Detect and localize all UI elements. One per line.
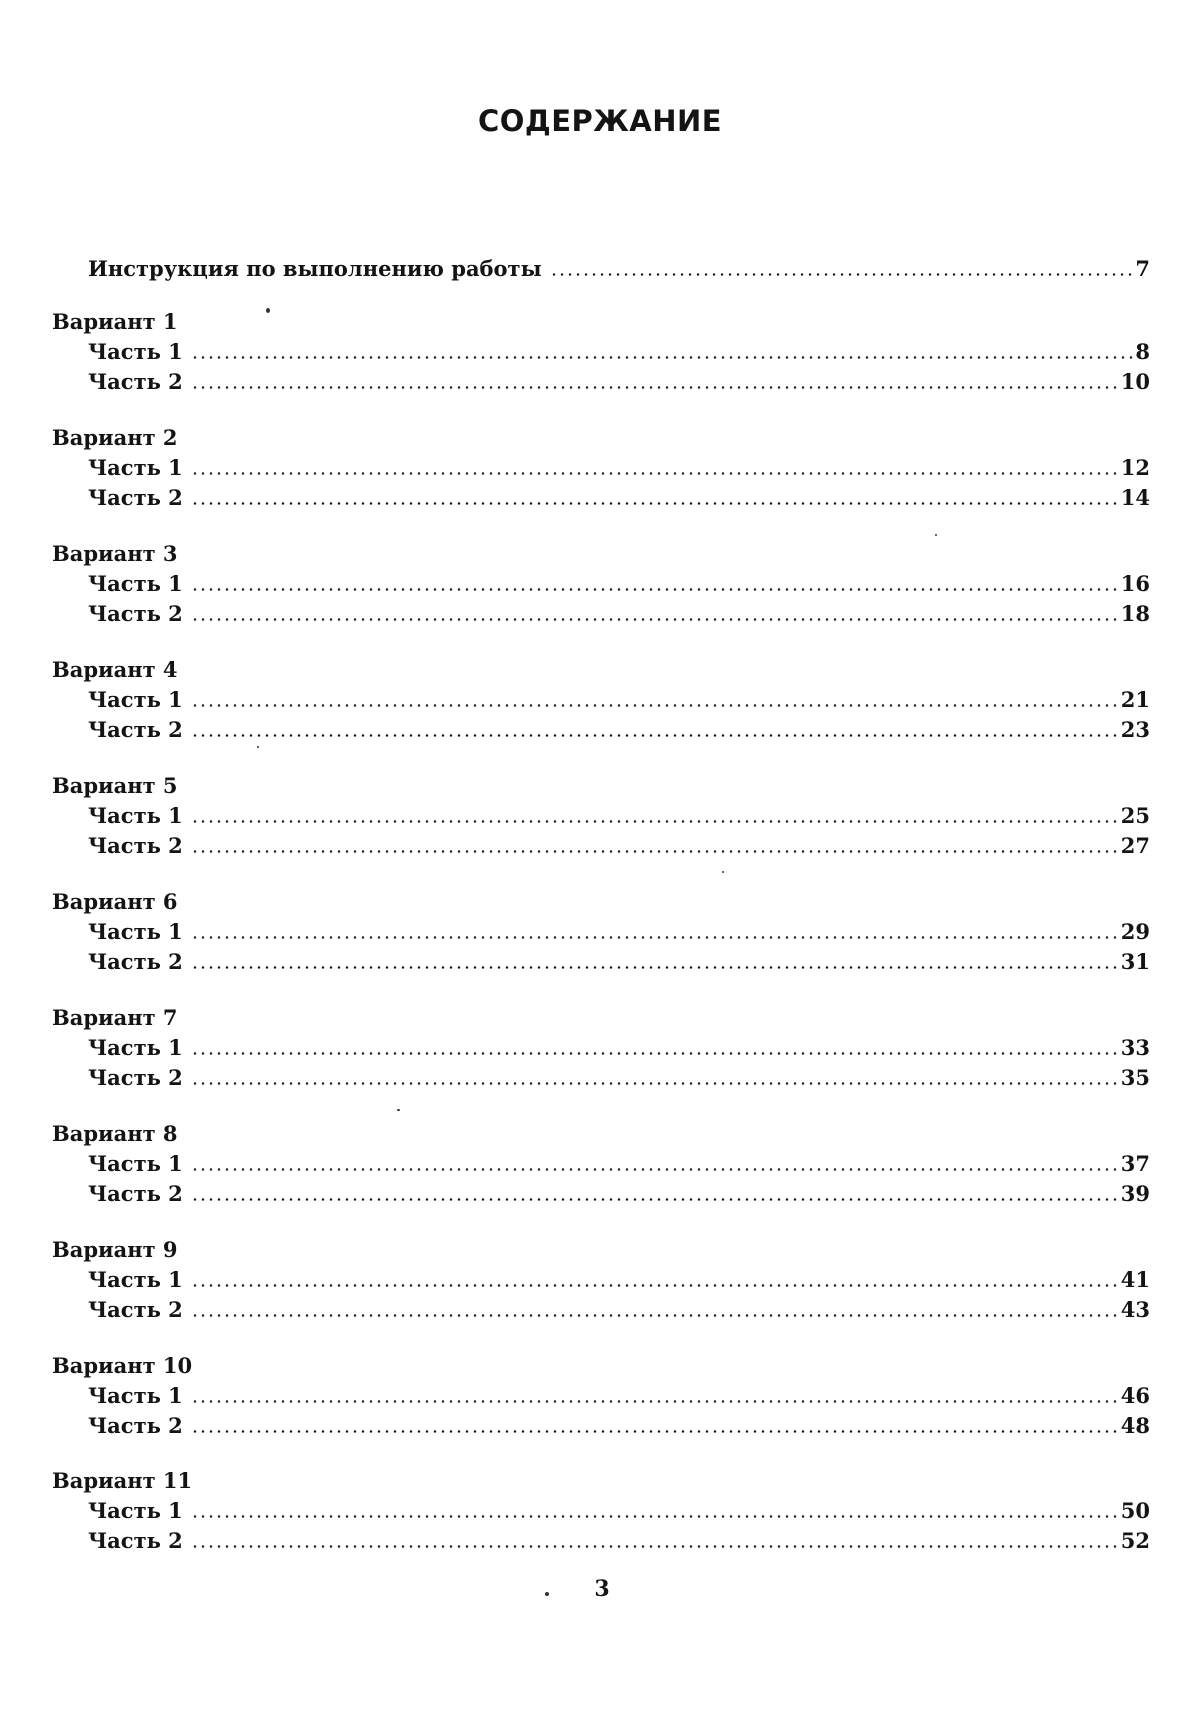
toc-entry-variant-5-part-1[interactable] [88, 802, 1150, 830]
toc-leader-dots [191, 502, 1119, 505]
toc-entry-label: Часть 2 [88, 485, 183, 510]
toc-entry-label: Часть 1 [88, 687, 183, 712]
toc-entry-variant-3-part-1[interactable] [88, 570, 1150, 598]
toc-leader-dots [191, 1430, 1119, 1433]
toc-entry-page: 27 [1120, 833, 1150, 858]
toc-entry-label: Часть 1 [88, 1267, 183, 1292]
toc-entry-page: 10 [1120, 369, 1150, 394]
toc-leader-dots [191, 936, 1119, 939]
toc-entry-page: 31 [1120, 949, 1150, 974]
toc-entry-variant-8-part-1[interactable] [88, 1150, 1150, 1178]
toc-entry-variant-10-part-1[interactable] [88, 1382, 1150, 1410]
toc-entry-variant-10-part-2[interactable] [88, 1412, 1150, 1440]
toc-entry-page: 37 [1120, 1151, 1150, 1176]
toc-entry-label: Часть 1 [88, 919, 183, 944]
variant-heading: Вариант 6 [52, 889, 178, 914]
toc-entry-variant-5-part-2[interactable] [88, 832, 1150, 860]
scan-speck [935, 534, 937, 536]
variant-heading: Вариант 11 [52, 1468, 193, 1493]
toc-leader-dots [191, 1052, 1119, 1055]
toc-entry-label: Часть 1 [88, 803, 183, 828]
page-title: СОДЕРЖАНИЕ [477, 104, 723, 138]
toc-entry-label: Часть 1 [88, 1035, 183, 1060]
toc-leader-dots [191, 1515, 1119, 1518]
toc-entry-variant-11-part-1[interactable] [88, 1497, 1150, 1525]
variant-heading: Вариант 7 [52, 1005, 178, 1030]
toc-entry-variant-2-part-1[interactable] [88, 454, 1150, 482]
toc-leader-dots [191, 1198, 1119, 1201]
toc-entry-variant-9-part-2[interactable] [88, 1296, 1150, 1324]
variant-heading: Вариант 10 [52, 1353, 193, 1378]
toc-entry-label: Часть 1 [88, 339, 183, 364]
toc-entry-page: 23 [1120, 717, 1150, 742]
toc-entry-page: 8 [1135, 339, 1150, 364]
scan-speck [397, 1109, 400, 1111]
toc-leader-dots [550, 273, 1134, 276]
toc-entry-variant-4-part-1[interactable] [88, 686, 1150, 714]
toc-entry-variant-3-part-2[interactable] [88, 600, 1150, 628]
toc-leader-dots [191, 966, 1119, 969]
toc-entry-label: Часть 2 [88, 1065, 183, 1090]
toc-entry-page: 46 [1120, 1383, 1150, 1408]
toc-entry-label: Часть 2 [88, 833, 183, 858]
toc-leader-dots [191, 1284, 1119, 1287]
toc-entry-variant-7-part-1[interactable] [88, 1034, 1150, 1062]
toc-entry-label: Часть 1 [88, 1383, 183, 1408]
variant-heading: Вариант 2 [52, 425, 178, 450]
toc-entry-label: Часть 2 [88, 1297, 183, 1322]
toc-leader-dots [191, 850, 1119, 853]
toc-entry-label: Часть 1 [88, 1498, 183, 1523]
toc-entry-label: Часть 2 [88, 717, 183, 742]
toc-entry-page: 16 [1120, 571, 1150, 596]
scan-speck [722, 871, 724, 873]
toc-entry-page: 14 [1120, 485, 1150, 510]
toc-entry-label: Инструкция по выполнению работы [88, 256, 542, 281]
variant-heading: Вариант 9 [52, 1237, 178, 1262]
toc-entry-page: 43 [1120, 1297, 1150, 1322]
toc-entry-variant-1-part-1[interactable] [88, 338, 1150, 366]
toc-leader-dots [191, 1314, 1119, 1317]
scan-speck [545, 1592, 549, 1596]
scan-speck [266, 308, 270, 313]
toc-entry-page: 7 [1135, 256, 1150, 281]
toc-entry-page: 41 [1120, 1267, 1150, 1292]
variant-heading: Вариант 3 [52, 541, 178, 566]
variant-heading: Вариант 1 [52, 309, 178, 334]
variant-heading: Вариант 4 [52, 657, 178, 682]
toc-entry-label: Часть 2 [88, 369, 183, 394]
toc-entry-label: Часть 2 [88, 1528, 183, 1553]
toc-entry-variant-2-part-2[interactable] [88, 484, 1150, 512]
toc-entry-instructions[interactable] [88, 255, 1150, 283]
toc-entry-variant-6-part-2[interactable] [88, 948, 1150, 976]
toc-leader-dots [191, 1545, 1119, 1548]
toc-entry-label: Часть 2 [88, 601, 183, 626]
toc-entry-variant-8-part-2[interactable] [88, 1180, 1150, 1208]
toc-entry-variant-9-part-1[interactable] [88, 1266, 1150, 1294]
toc-entry-page: 39 [1120, 1181, 1150, 1206]
variant-heading: Вариант 8 [52, 1121, 178, 1146]
toc-entry-page: 50 [1120, 1498, 1150, 1523]
toc-entry-variant-1-part-2[interactable] [88, 368, 1150, 396]
toc-entry-label: Часть 2 [88, 1413, 183, 1438]
toc-entry-variant-11-part-2[interactable] [88, 1527, 1150, 1555]
page-number: 3 [594, 1576, 610, 1602]
toc-entry-page: 18 [1120, 601, 1150, 626]
toc-entry-page: 35 [1120, 1065, 1150, 1090]
toc-entry-label: Часть 2 [88, 1181, 183, 1206]
toc-leader-dots [191, 472, 1119, 475]
toc-entry-page: 52 [1120, 1528, 1150, 1553]
toc-entry-variant-6-part-1[interactable] [88, 918, 1150, 946]
toc-leader-dots [191, 356, 1134, 359]
toc-leader-dots [191, 1082, 1119, 1085]
toc-leader-dots [191, 588, 1119, 591]
toc-entry-page: 48 [1120, 1413, 1150, 1438]
toc-entry-page: 33 [1120, 1035, 1150, 1060]
toc-entry-page: 12 [1120, 455, 1150, 480]
toc-entry-label: Часть 1 [88, 455, 183, 480]
scan-speck [257, 746, 259, 748]
toc-entry-label: Часть 1 [88, 1151, 183, 1176]
toc-entry-label: Часть 1 [88, 571, 183, 596]
toc-entry-variant-4-part-2[interactable] [88, 716, 1150, 744]
toc-entry-page: 29 [1120, 919, 1150, 944]
toc-leader-dots [191, 618, 1119, 621]
toc-entry-label: Часть 2 [88, 949, 183, 974]
toc-leader-dots [191, 704, 1119, 707]
toc-entry-variant-7-part-2[interactable] [88, 1064, 1150, 1092]
toc-leader-dots [191, 1168, 1119, 1171]
toc-leader-dots [191, 386, 1119, 389]
toc-leader-dots [191, 734, 1119, 737]
toc-leader-dots [191, 1400, 1119, 1403]
toc-entry-page: 25 [1120, 803, 1150, 828]
toc-leader-dots [191, 820, 1119, 823]
variant-heading: Вариант 5 [52, 773, 178, 798]
toc-entry-page: 21 [1120, 687, 1150, 712]
